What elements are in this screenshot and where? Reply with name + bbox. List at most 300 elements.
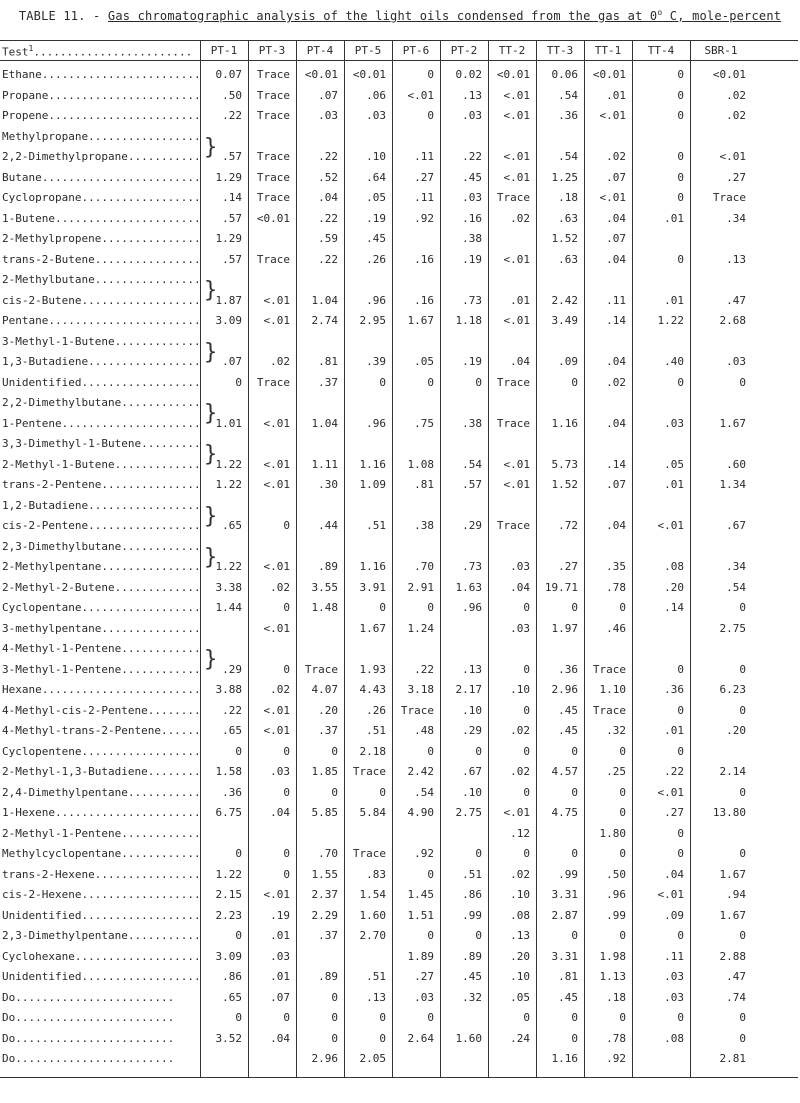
table-cell: 0 xyxy=(523,1011,530,1024)
table-cell: <.01 xyxy=(263,703,290,717)
table-cell: .34 xyxy=(726,560,746,573)
table-cell: .37 xyxy=(318,724,338,737)
table-cell: <.01 xyxy=(503,314,530,327)
table-cell: 0 xyxy=(677,109,684,122)
table-cell: <.01 xyxy=(263,621,290,635)
table-cell: .32 xyxy=(606,724,626,737)
table-cell: Trace xyxy=(592,703,626,717)
row-label: 2,4-Dimethylpentane........... xyxy=(2,785,201,799)
table-cell: .07 xyxy=(606,170,626,184)
table-cell: .10 xyxy=(462,703,482,717)
table-cell: 0 xyxy=(283,1011,290,1024)
table-cell: .96 xyxy=(366,416,386,430)
column-header: PT-3 xyxy=(258,44,286,57)
table-cell: .14 xyxy=(222,191,242,204)
table-cell: .83 xyxy=(366,867,386,881)
row-label: 3-Methyl-1-Pentene............ xyxy=(2,662,201,676)
table-cell: .89 xyxy=(318,560,338,573)
table-cell: 2.18 xyxy=(359,744,386,758)
table-cell: .64 xyxy=(366,170,386,184)
table-cell: 1.85 xyxy=(311,765,338,778)
table-cell: <.01 xyxy=(263,560,290,573)
row-label: 2-Methylpropene............... xyxy=(2,232,201,245)
table-cell: .92 xyxy=(414,211,434,225)
table-cell: 2.96 xyxy=(551,683,578,696)
table-cell: <.01 xyxy=(263,888,290,901)
table-cell: .27 xyxy=(664,806,684,819)
table-cell: 1.16 xyxy=(359,457,386,471)
table-cell: 1.54 xyxy=(359,888,386,901)
table-cell: .11 xyxy=(606,293,626,307)
table-cell: 2.91 xyxy=(407,580,434,594)
table-cell: <.01 xyxy=(503,478,530,491)
table-cell: .36 xyxy=(222,785,242,799)
table-cell: 0 xyxy=(677,150,684,163)
table-cell: .32 xyxy=(462,990,482,1004)
table-cell: Trace xyxy=(256,170,290,184)
table-cell: 4.07 xyxy=(311,683,338,696)
table-cell: .06 xyxy=(366,88,386,102)
table-cell: .01 xyxy=(664,211,684,225)
table-cell: .03 xyxy=(414,990,434,1004)
table-cell: .45 xyxy=(558,703,578,717)
row-label: 2-Methyl-1-Butene............. xyxy=(2,457,201,471)
table-cell: Trace xyxy=(496,519,530,532)
table-cell: .70 xyxy=(414,560,434,573)
table-cell: 1.18 xyxy=(455,314,482,327)
table-cell: .51 xyxy=(462,867,482,881)
table-cell: .27 xyxy=(558,560,578,573)
row-label: cis-2-Hexene.................. xyxy=(2,888,201,901)
table-cell: .20 xyxy=(318,703,338,717)
table-cell: .54 xyxy=(462,457,482,471)
column-header: PT-5 xyxy=(354,44,382,57)
table-cell: .78 xyxy=(606,580,626,594)
column-header: TT-2 xyxy=(498,44,526,57)
table-cell: 0.07 xyxy=(215,68,242,81)
table-cell: .89 xyxy=(318,970,338,983)
title-main xyxy=(108,9,781,23)
table-cell: <.01 xyxy=(503,170,530,184)
table-cell: 3.88 xyxy=(215,683,242,696)
table-cell: .99 xyxy=(558,867,578,881)
table-cell: 0 xyxy=(283,519,290,532)
table-cell: .05 xyxy=(414,355,434,368)
table-cell: .86 xyxy=(462,888,482,901)
table-cell: .29 xyxy=(222,662,242,676)
table-cell: 2.29 xyxy=(311,908,338,922)
row-label: cis-2-Pentene................. xyxy=(2,519,201,532)
table-cell: .26 xyxy=(366,703,386,717)
table-cell: .51 xyxy=(366,970,386,983)
table-cell: .04 xyxy=(606,211,626,225)
table-cell: .07 xyxy=(606,232,626,245)
table-cell: 3.18 xyxy=(407,683,434,696)
table-cell: .19 xyxy=(270,908,290,922)
table-cell: 1.04 xyxy=(311,293,338,307)
table-cell: .09 xyxy=(558,355,578,368)
row-label: Methylcyclopentane............ xyxy=(2,847,201,860)
table-cell: .73 xyxy=(462,293,482,307)
table-cell: .08 xyxy=(664,560,684,573)
table-cell: .03 xyxy=(318,109,338,122)
column-header: TT-1 xyxy=(594,44,622,57)
table-cell: .03 xyxy=(462,191,482,204)
row-label: Unidentified.................. xyxy=(2,970,201,983)
table-cell: 0 xyxy=(283,662,290,676)
row-label: Unidentified.................. xyxy=(2,375,201,389)
column-header: PT-6 xyxy=(402,44,430,57)
table-cell: 0 xyxy=(677,88,684,102)
table-cell: 1.45 xyxy=(407,888,434,901)
table-cell: .57 xyxy=(222,211,242,225)
table-cell: 0 xyxy=(523,601,530,614)
table-cell: .09 xyxy=(664,908,684,922)
table-cell: 0 xyxy=(619,785,626,799)
table-cell: .02 xyxy=(510,765,530,778)
row-group-brace: } xyxy=(204,401,218,426)
table-cell: Trace xyxy=(496,191,530,204)
table-cell: 2.42 xyxy=(407,765,434,778)
table-cell: 2.37 xyxy=(311,888,338,901)
table-cell: .45 xyxy=(558,724,578,737)
table-cell: 2.64 xyxy=(407,1031,434,1045)
table-cell: 3.52 xyxy=(215,1031,242,1045)
table-cell: .02 xyxy=(510,867,530,881)
table-cell: 3.09 xyxy=(215,949,242,963)
table-cell: 2.14 xyxy=(719,765,746,778)
table-cell: .99 xyxy=(462,908,482,922)
column-header: PT-2 xyxy=(450,44,478,57)
table-cell: .67 xyxy=(726,519,746,532)
table-cell: .34 xyxy=(726,211,746,225)
table-cell: 2.88 xyxy=(719,949,746,963)
table-cell: .65 xyxy=(222,519,242,532)
table-cell: 0 xyxy=(571,601,578,614)
title-prefix: TABLE 11. - xyxy=(18,9,108,23)
table-cell: 0 xyxy=(619,601,626,614)
table-cell: .04 xyxy=(664,867,684,881)
table-cell: .10 xyxy=(462,785,482,799)
table-cell: 0 xyxy=(379,375,386,389)
table-cell: 0 xyxy=(571,929,578,942)
table-cell: 1.25 xyxy=(551,170,578,184)
table-cell: 2.75 xyxy=(455,806,482,819)
table-cell: .54 xyxy=(558,150,578,163)
table-cell: 0 xyxy=(677,826,684,840)
table-cell: Trace xyxy=(352,765,386,778)
table-cell: 0 xyxy=(379,1011,386,1024)
table-cell: <.01 xyxy=(599,191,626,204)
table-cell: 1.10 xyxy=(599,683,626,696)
row-label: 2,2-Dimethylbutane............ xyxy=(2,396,201,409)
table-cell: .20 xyxy=(726,724,746,737)
table-cell: <0.01 xyxy=(304,68,338,81)
table-cell: 0 xyxy=(619,744,626,758)
table-cell: Trace xyxy=(496,375,530,389)
table-cell: 0 xyxy=(427,109,434,122)
table-cell: .07 xyxy=(270,990,290,1004)
table-cell: .81 xyxy=(414,478,434,491)
table-cell: 1.29 xyxy=(215,232,242,245)
table-cell: Trace xyxy=(256,68,290,81)
table-cell: 0 xyxy=(379,601,386,614)
table-cell: .89 xyxy=(462,949,482,963)
table-cell: 5.73 xyxy=(551,457,578,471)
table-cell: 2.15 xyxy=(215,888,242,901)
table-cell: .13 xyxy=(510,929,530,942)
table-cell: .70 xyxy=(318,847,338,860)
table-cell: 4.57 xyxy=(551,765,578,778)
table-cell: .04 xyxy=(318,191,338,204)
table-cell: .01 xyxy=(664,724,684,737)
table-cell: .81 xyxy=(318,355,338,368)
table-cell: .10 xyxy=(510,888,530,901)
table-cell: 0 xyxy=(739,375,746,389)
table-cell: .73 xyxy=(462,560,482,573)
table-cell: .02 xyxy=(510,211,530,225)
row-label: Cyclohexane................... xyxy=(2,949,201,963)
table-cell: .16 xyxy=(414,252,434,266)
table-cell: .86 xyxy=(222,970,242,983)
table-cell: .11 xyxy=(414,150,434,163)
table-cell: 2.42 xyxy=(551,293,578,307)
table-cell: .45 xyxy=(462,970,482,983)
table-cell: 0 xyxy=(475,929,482,942)
table-cell: .59 xyxy=(318,232,338,245)
table-cell: 0 xyxy=(619,847,626,860)
table-cell: 4.75 xyxy=(551,806,578,819)
column-header: TT-3 xyxy=(546,44,574,57)
table-cell: .22 xyxy=(462,150,482,163)
row-label: 4-Methyl-trans-2-Pentene...... xyxy=(2,724,201,737)
table-cell: .96 xyxy=(366,293,386,307)
table-cell: .37 xyxy=(318,375,338,389)
table-cell: 0 xyxy=(619,806,626,819)
table-cell: .38 xyxy=(462,232,482,245)
table-cell: 2.75 xyxy=(719,621,746,635)
row-label: 2-Methyl-1-Pentene............ xyxy=(2,826,201,840)
header-leader: ........................ xyxy=(33,45,193,59)
row-group-brace: } xyxy=(204,278,218,303)
table-cell: Trace xyxy=(256,150,290,163)
table-cell: .13 xyxy=(366,990,386,1004)
table-cell: .36 xyxy=(664,683,684,696)
table-cell: 0 xyxy=(739,601,746,614)
table-cell: 0 xyxy=(677,847,684,860)
row-group-brace: } xyxy=(204,647,218,672)
table-rule xyxy=(0,1077,798,1078)
table-cell: .57 xyxy=(222,150,242,163)
table-cell: .04 xyxy=(270,806,290,819)
table-cell: 0.02 xyxy=(455,68,482,81)
table-cell: 0 xyxy=(427,375,434,389)
row-label: Cyclopentene.................. xyxy=(2,744,201,758)
table-cell: .01 xyxy=(606,88,626,102)
table-cell: .45 xyxy=(462,170,482,184)
table-cell: .05 xyxy=(366,191,386,204)
table-cell: .10 xyxy=(366,150,386,163)
table-cell: 0 xyxy=(475,847,482,860)
table-cell: .39 xyxy=(366,355,386,368)
row-label: Propene....................... xyxy=(2,109,201,122)
table-cell: .04 xyxy=(606,519,626,532)
table-cell: .07 xyxy=(318,88,338,102)
table-cell: .46 xyxy=(606,621,626,635)
table-cell: .38 xyxy=(414,519,434,532)
table-cell: <.01 xyxy=(657,785,684,799)
table-cell: .50 xyxy=(222,88,242,102)
table-cell: .37 xyxy=(318,929,338,942)
table-cell: .16 xyxy=(462,211,482,225)
table-cell: .27 xyxy=(414,170,434,184)
table-cell: 0 xyxy=(677,252,684,266)
table-cell: <.01 xyxy=(503,150,530,163)
table-cell: <.01 xyxy=(599,109,626,122)
table-cell: Trace xyxy=(256,88,290,102)
table-cell: .63 xyxy=(558,211,578,225)
table-cell: 0 xyxy=(677,191,684,204)
table-cell: 13.80 xyxy=(712,806,746,819)
table-cell: 0 xyxy=(677,68,684,81)
table-cell: 5.85 xyxy=(311,806,338,819)
table-cell: .72 xyxy=(558,519,578,532)
table-cell: .01 xyxy=(270,970,290,983)
row-label: 3-methylpentane............... xyxy=(2,621,201,635)
table-cell: .54 xyxy=(726,580,746,594)
table-cell: <.01 xyxy=(263,293,290,307)
row-label: Pentane....................... xyxy=(2,314,201,327)
table-cell: .30 xyxy=(318,478,338,491)
row-label: 1-Hexene...................... xyxy=(2,806,201,819)
table-cell: 1.51 xyxy=(407,908,434,922)
table-cell: 1.22 xyxy=(215,478,242,491)
table-cell: .50 xyxy=(606,867,626,881)
table-cell: .14 xyxy=(664,601,684,614)
header-test xyxy=(2,44,192,59)
row-label: Do........................ xyxy=(2,1011,175,1024)
table-cell: 1.16 xyxy=(551,416,578,430)
table-cell: .47 xyxy=(726,970,746,983)
row-label: Butane........................ xyxy=(2,170,201,184)
table-cell: .25 xyxy=(606,765,626,778)
table-cell: 0 xyxy=(739,785,746,799)
table-cell: <.01 xyxy=(719,150,746,163)
table-cell: <.01 xyxy=(263,416,290,430)
table-cell: .22 xyxy=(318,211,338,225)
table-cell: <.01 xyxy=(657,519,684,532)
column-header: SBR-1 xyxy=(704,44,738,57)
table-cell: 0 xyxy=(571,847,578,860)
table-cell: .03 xyxy=(726,355,746,368)
table-cell: 1.67 xyxy=(719,867,746,881)
table-cell: .65 xyxy=(222,990,242,1004)
table-cell: <.01 xyxy=(263,314,290,327)
table-cell: .20 xyxy=(664,580,684,594)
table-cell: 0 xyxy=(677,703,684,717)
table-cell: 4.90 xyxy=(407,806,434,819)
table-cell: .48 xyxy=(414,724,434,737)
table-cell: 0 xyxy=(427,929,434,942)
table-cell: 0.06 xyxy=(551,68,578,81)
table-cell: 1.22 xyxy=(215,560,242,573)
table-cell: 1.48 xyxy=(311,601,338,614)
table-cell: 0 xyxy=(571,1011,578,1024)
table-cell: .51 xyxy=(366,724,386,737)
table-cell: .11 xyxy=(414,191,434,204)
title-suffix: C, mole-percent xyxy=(662,9,782,23)
table-cell: 0 xyxy=(283,785,290,799)
table-cell: 1.89 xyxy=(407,949,434,963)
table-cell: 0 xyxy=(379,785,386,799)
title-degree: o xyxy=(657,8,663,17)
table-cell: 0 xyxy=(739,1031,746,1045)
table-cell: 0 xyxy=(739,847,746,860)
table-rule xyxy=(0,40,798,41)
table-cell: 0 xyxy=(427,867,434,881)
table-cell: 0 xyxy=(739,1011,746,1024)
table-cell: .08 xyxy=(510,908,530,922)
table-cell: 1.60 xyxy=(359,908,386,922)
table-cell: 2.70 xyxy=(359,929,386,942)
table-cell: .03 xyxy=(664,416,684,430)
table-cell: 2.05 xyxy=(359,1052,386,1065)
row-label: 2,2-Dimethylpropane........... xyxy=(2,150,201,163)
row-label: 2-Methyl-1,3-Butadiene........ xyxy=(2,765,201,778)
row-label: 3-Methyl-1-Butene............. xyxy=(2,334,201,348)
table-cell: .12 xyxy=(510,826,530,840)
table-cell: 5.84 xyxy=(359,806,386,819)
table-cell: .51 xyxy=(366,519,386,532)
table-cell: 0 xyxy=(523,785,530,799)
table-cell: 2.81 xyxy=(719,1052,746,1065)
table-cell: 1.08 xyxy=(407,457,434,471)
table-cell: 0 xyxy=(331,785,338,799)
row-label: Methylpropane................. xyxy=(2,129,201,143)
row-label: 1,3-Butadiene................. xyxy=(2,355,201,368)
table-cell: .29 xyxy=(462,724,482,737)
table-cell: 1.13 xyxy=(599,970,626,983)
table-cell: .27 xyxy=(726,170,746,184)
row-label: cis-2-Butene.................. xyxy=(2,293,201,307)
table-cell: 3.31 xyxy=(551,949,578,963)
table-cell: .19 xyxy=(462,252,482,266)
table-cell: 3.38 xyxy=(215,580,242,594)
table-cell: .02 xyxy=(606,375,626,389)
table-cell: 1.52 xyxy=(551,232,578,245)
table-cell: .75 xyxy=(414,416,434,430)
table-cell: 4.43 xyxy=(359,683,386,696)
table-cell: Trace xyxy=(496,416,530,430)
table-cell: .67 xyxy=(462,765,482,778)
row-label: 2,3-Dimethylpentane........... xyxy=(2,929,201,942)
table-cell: <.01 xyxy=(657,888,684,901)
table-cell: 0 xyxy=(283,847,290,860)
table-cell: Trace xyxy=(304,662,338,676)
table-cell: .94 xyxy=(726,888,746,901)
table-cell: 0 xyxy=(331,744,338,758)
table-cell: 0 xyxy=(235,744,242,758)
table-cell: 0 xyxy=(475,375,482,389)
table-cell: 1.16 xyxy=(359,560,386,573)
table-cell: 0 xyxy=(571,785,578,799)
row-label: 1,2-Butadiene................. xyxy=(2,498,201,512)
table-title xyxy=(0,8,800,23)
table-cell: .29 xyxy=(462,519,482,532)
row-label: Do........................ xyxy=(2,1052,175,1065)
table-cell: .02 xyxy=(726,109,746,122)
table-cell: .38 xyxy=(462,416,482,430)
